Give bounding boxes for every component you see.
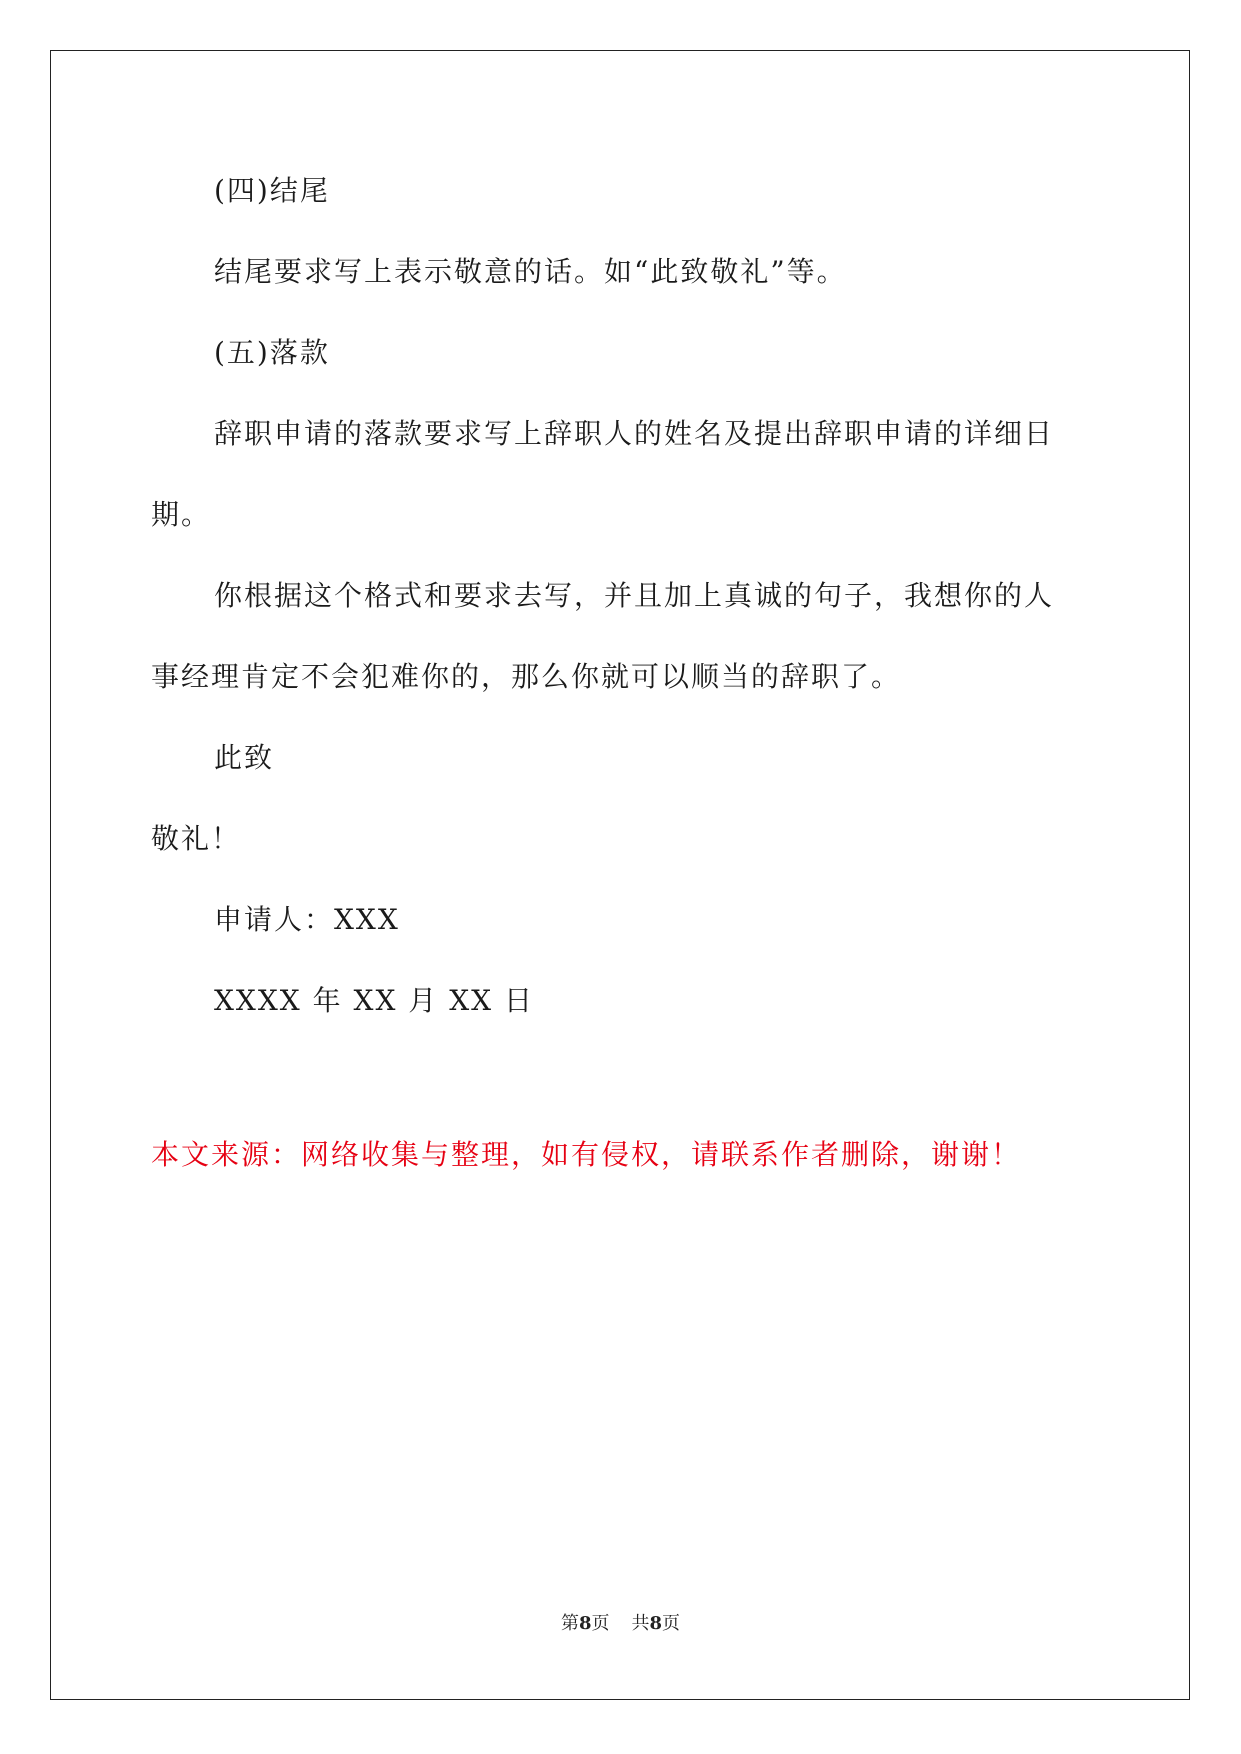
footer-total-suffix: 页 <box>662 1613 681 1634</box>
applicant-name: 申请人：XXX <box>214 903 400 936</box>
paragraph-advice-line-2: 事经理肯定不会犯难你的，那么你就可以顺当的辞职了。 <box>151 660 902 693</box>
paragraph-advice-line-1: 你根据这个格式和要求去写，并且加上真诚的句子，我想你的人 <box>214 579 1055 612</box>
page-border <box>50 50 1190 1700</box>
paragraph-signature-line-1: 辞职申请的落款要求写上辞职人的姓名及提出辞职申请的详细日 <box>214 417 1055 450</box>
section-heading-signature: (五)落款 <box>214 336 330 369</box>
footer-page-suffix: 页 <box>591 1613 610 1634</box>
section-heading-ending: (四)结尾 <box>214 174 330 207</box>
application-date: XXXX 年 XX 月 XX 日 <box>214 984 534 1017</box>
page-footer <box>0 1612 1241 1636</box>
source-disclaimer: 本文来源：网络收集与整理，如有侵权，请联系作者删除，谢谢！ <box>151 1138 1022 1171</box>
footer-prefix: 第 <box>560 1613 579 1634</box>
paragraph-ending: 结尾要求写上表示敬意的话。如“此致敬礼”等。 <box>214 255 847 288</box>
footer-total-prefix: 共 <box>631 1613 650 1634</box>
footer-total-pages: 8 <box>649 1613 663 1634</box>
paragraph-signature-line-2: 期。 <box>151 498 212 531</box>
closing-respect: 敬礼！ <box>151 822 242 855</box>
closing-salutation: 此致 <box>214 741 275 774</box>
footer-page-number: 8 <box>578 1613 592 1634</box>
